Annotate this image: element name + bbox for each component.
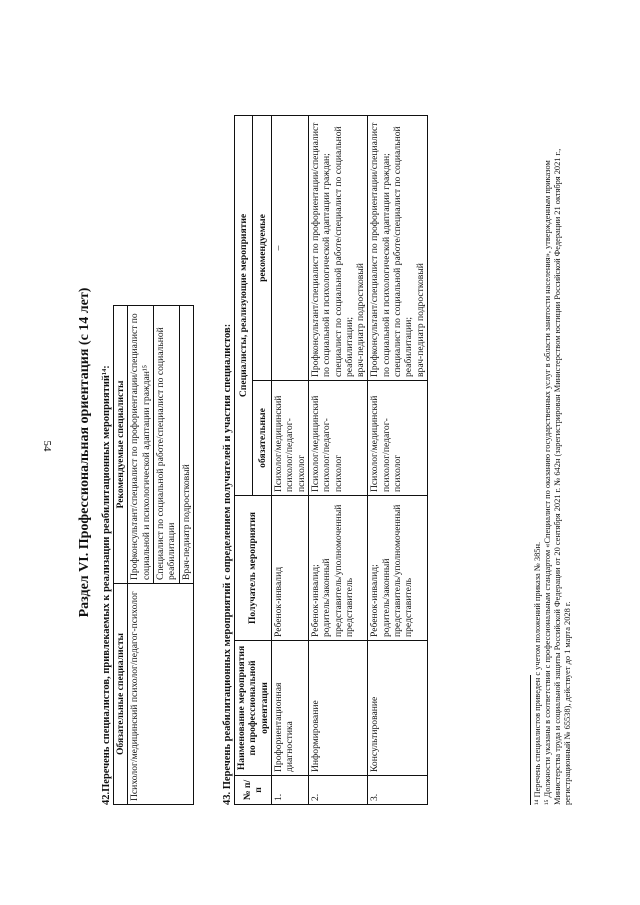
table-43-caption: 43. Перечень реабилитационных мероприятий с определением получателей и участия специалистов: — [222, 323, 233, 805]
measure-name: Информирование — [308, 641, 368, 776]
mandatory-cell: Психолог/медицинский психолог/педагог-психолог — [271, 381, 308, 496]
header-recommended: рекомендуемые — [253, 116, 271, 381]
footnote-14: ¹⁴ Перечень специалистов приведен с учетом положений приказа № 385н. — [533, 541, 542, 805]
measure-name: Консультирование — [368, 641, 428, 776]
header-recommended-specialists: Рекомендуемые специалисты — [114, 306, 128, 584]
recommended-specialist-cell: Врач-педиатр подростковый — [179, 306, 193, 584]
measure-name: Профориентационная диагностика — [271, 641, 308, 776]
footnote-15: ¹⁵ Должности указаны в соответствии с профессиональным стандартом «Специалист по оказанию государственных услуг в области занятости населения», утвержденным приказом Министерства труда и социальной защиты Российской Федерации от 20 сентября 2021 г. № 642н (зарегистрирован Министерством юстиции Российской Федерации 21 октября 2021 г., регистрационный № 65538), действует до 1 марта 2028 г. — [543, 148, 573, 805]
table-row — [271, 116, 308, 805]
table-header-row — [114, 306, 128, 805]
footnotes — [530, 115, 573, 805]
mandatory-cell: Психолог/медицинский психолог/педагог-психолог — [308, 381, 368, 496]
recommended-cell: Профконсультант/специалист по профориентации/специалист по социальной и психологической адаптации граждан; специалист по социальной работе/специалист по социальной реабилитации; врач-педиатр подростковый — [368, 116, 428, 381]
recipient-cell: Ребенок-инвалид; родитель/законный представитель/уполномоченный представитель — [368, 496, 428, 641]
header-number: № п/п — [235, 776, 272, 805]
table-header-row — [235, 116, 253, 805]
header-measure-name: Наименование мероприятия по профессиональной ориентации — [235, 641, 272, 776]
row-number: 3. — [368, 776, 428, 805]
recommended-cell: – — [271, 116, 308, 381]
page-number: 54 — [41, 440, 53, 452]
measures-table — [234, 115, 428, 805]
header-recipient: Получатель мероприятия — [235, 496, 272, 641]
mandatory-specialist-cell: Психолог/медицинский психолог/педагог-психолог — [128, 584, 194, 805]
recipient-cell: Ребенок-инвалид; родитель/законный представитель/уполномоченный представитель — [308, 496, 368, 641]
footnote-divider — [530, 675, 531, 805]
row-number: 2. — [308, 776, 368, 805]
header-specialists: Специалисты, реализующие мероприятие — [235, 116, 253, 496]
recipient-cell: Ребенок-инвалид — [271, 496, 308, 641]
table-row — [128, 306, 154, 805]
specialists-table — [113, 305, 194, 805]
header-mandatory: обязательные — [253, 381, 271, 496]
recommended-specialist-cell: Профконсультант/специалист по профориентации/специалист по социальной и психологической адаптации граждан¹⁵ — [128, 306, 154, 584]
mandatory-cell: Психолог/медицинский психолог/педагог-психолог — [368, 381, 428, 496]
header-mandatory-specialists: Обязательные специалисты — [114, 584, 128, 805]
table-row — [368, 116, 428, 805]
recommended-specialist-cell: Специалист по социальной работе/специалист по социальной реабилитации — [153, 306, 179, 584]
recommended-cell: Профконсультант/специалист по профориентации/специалист по социальной и психологической адаптации граждан; специалист по социальной работе/специалист по социальной реабилитации; врач-педиатр подростковый — [308, 116, 368, 381]
section-title: Раздел VI. Профессиональная ориентация (с 14 лет) — [77, 287, 92, 618]
table-42-caption: 42.Перечень специалистов, привлекаемых к реализации реабилитационных мероприятий¹⁴: — [101, 365, 112, 805]
row-number: 1. — [271, 776, 308, 805]
table-row — [308, 116, 368, 805]
